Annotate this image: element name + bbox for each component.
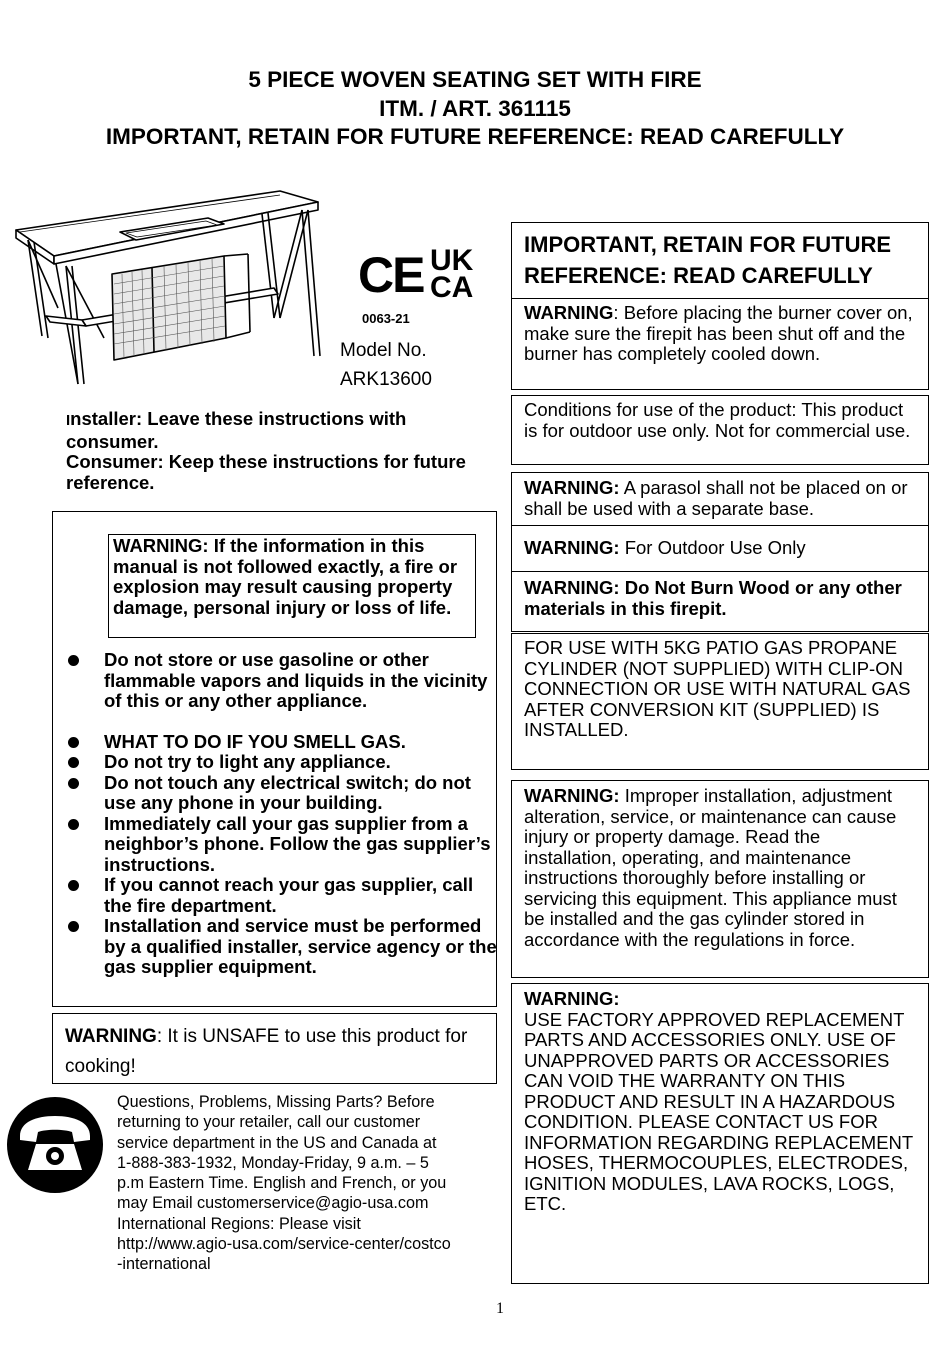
ukca-mark-bottom: CA bbox=[430, 271, 474, 304]
contact-line: http://www.agio-usa.com/service-center/costco bbox=[117, 1235, 451, 1254]
list-item: Do not try to light any appliance. bbox=[52, 752, 497, 773]
contact-line: may Email customerservice@agio-usa.com bbox=[117, 1194, 429, 1213]
replacement-parts-warning-text: USE FACTORY APPROVED REPLACEMENT PARTS AND ACCESSORIES ONLY. USE OF UNAPPROVED PARTS OR ACCESSORIES CAN VOID THE WARRANTY ON THIS PRODUCT AND RESULT IN A HAZARDOUS CONDITION. PLEASE CONTACT US FOR INFORMATION REGARDING REPLACEMENT HOSES, THERMOCOUPLES, ELECTRODES, IGNITION MODULES, LAVA ROCKS, LOGS, ETC. bbox=[524, 1008, 913, 1214]
replacement-parts-warning bbox=[511, 983, 929, 1284]
model-label: Model No. bbox=[340, 340, 427, 361]
model-number: ARK13600 bbox=[340, 369, 432, 390]
parasol-warning-text: A parasol shall not be placed on or shall be used with a separate base. bbox=[524, 477, 908, 519]
contact-line: International Regions: Please visit bbox=[117, 1214, 361, 1233]
consumer-instruction: Consumer: Keep these instructions for future reference. bbox=[66, 451, 466, 493]
outdoor-use-warning bbox=[524, 538, 924, 559]
burner-cover-warning-label: WARNING bbox=[524, 302, 614, 323]
installation-warning bbox=[511, 780, 929, 978]
replacement-parts-warning-label: WARNING: bbox=[524, 988, 620, 1009]
ukca-mark bbox=[430, 244, 474, 304]
model-info bbox=[340, 336, 432, 394]
notified-body-number: 0063-21 bbox=[362, 311, 410, 326]
list-item: WHAT TO DO IF YOU SMELL GAS. bbox=[52, 732, 497, 753]
divider bbox=[512, 525, 928, 526]
installer-note bbox=[66, 409, 486, 493]
divider bbox=[512, 298, 928, 299]
list-item: Do not store or use gasoline or other flammable vapors and liquids in the vicinity of this or any other appliance. bbox=[52, 650, 497, 712]
contact-line: service department in the US and Canada at bbox=[117, 1133, 437, 1152]
telephone-icon bbox=[6, 1096, 104, 1194]
gas-cylinder-notice: FOR USE WITH 5KG PATIO GAS PROPANE CYLINDER (NOT SUPPLIED) WITH CLIP-ON CONNECTION OR USE WITH NATURAL GAS AFTER CONVERSION KIT (SUPPLIED) IS INSTALLED. bbox=[511, 633, 929, 770]
outdoor-use-warning-text: For Outdoor Use Only bbox=[619, 537, 806, 558]
page-header bbox=[0, 66, 950, 152]
outdoor-use-warning-label: WARNING: bbox=[524, 537, 620, 558]
list-item: Do not touch any electrical switch; do not use any phone in your building. bbox=[52, 773, 497, 814]
contact-line: Questions, Problems, Missing Parts? Before bbox=[117, 1093, 435, 1111]
contact-line: returning to your retailer, call our customer bbox=[117, 1113, 421, 1132]
right-panel-title: IMPORTANT, RETAIN FOR FUTURE REFERENCE: READ CAREFULLY bbox=[524, 232, 892, 288]
conditions-of-use: Conditions for use of the product: This product is for outdoor use only. Not for commercial use. bbox=[511, 395, 929, 465]
ce-mark: CE bbox=[358, 247, 424, 303]
parasol-warning bbox=[524, 478, 928, 519]
ukca-mark-top: UK bbox=[430, 244, 474, 277]
list-item: Immediately call your gas supplier from a neighbor’s phone. Follow the gas supplier’s instructions. bbox=[52, 814, 497, 876]
installation-warning-text: Improper installation, adjustment alteration, service, or maintenance can cause injury or property damage. Read the installation, operating, and maintenance instructions thoroughly before installing or servicing this equipment. This appliance must be installed and the gas cylinder stored in accordance with the regulations in force. bbox=[524, 785, 897, 950]
cooking-warning bbox=[52, 1013, 497, 1084]
installation-warning-label: WARNING: bbox=[524, 785, 620, 806]
divider bbox=[512, 571, 928, 572]
right-top-box bbox=[511, 222, 929, 390]
burner-cover-warning-text: : Before placing the burner cover on, make sure the firepit has been shut off and the burner has completely cooled down. bbox=[524, 302, 913, 364]
fire-explosion-warning: WARNING: If the information in this manual is not followed exactly, a fire or explosion may result causing property damage, personal injury or loss of life. bbox=[108, 534, 476, 638]
right-middle-box bbox=[511, 472, 929, 632]
parasol-warning-label: WARNING: bbox=[524, 477, 620, 498]
installer-instruction-text: nstaller: Leave these instructions with consumer. bbox=[66, 408, 407, 452]
customer-service-contact bbox=[117, 1092, 497, 1275]
gas-safety-list bbox=[52, 650, 497, 978]
installer-instruction bbox=[66, 409, 486, 452]
burner-cover-warning bbox=[524, 303, 924, 365]
no-wood-warning: WARNING: Do Not Burn Wood or any other materials in this firepit. bbox=[524, 577, 902, 619]
fire-table-illustration bbox=[12, 188, 332, 388]
contact-line: p.m Eastern Time. English and French, or you bbox=[117, 1174, 447, 1193]
list-item: Installation and service must be performed by a qualified installer, service agency or the gas supplier equipment. bbox=[52, 916, 497, 978]
cooking-warning-text: : It is UNSAFE to use this product for cooking! bbox=[65, 1026, 468, 1077]
retain-notice: IMPORTANT, RETAIN FOR FUTURE REFERENCE: READ CAREFULLY bbox=[105, 124, 845, 149]
contact-line: 1-888-383-1932, Monday-Friday, 9 a.m. – 5 bbox=[117, 1153, 429, 1172]
list-item: If you cannot reach your gas supplier, call the fire department. bbox=[52, 875, 497, 916]
item-number: ITM. / ART. 361115 bbox=[379, 95, 571, 121]
product-title: 5 PIECE WOVEN SEATING SET WITH FIRE bbox=[248, 67, 702, 92]
contact-line: -international bbox=[117, 1255, 211, 1274]
page-number: 1 bbox=[496, 1300, 504, 1317]
cooking-warning-label: WARNING bbox=[65, 1026, 157, 1047]
installer-initial: I bbox=[66, 412, 71, 429]
